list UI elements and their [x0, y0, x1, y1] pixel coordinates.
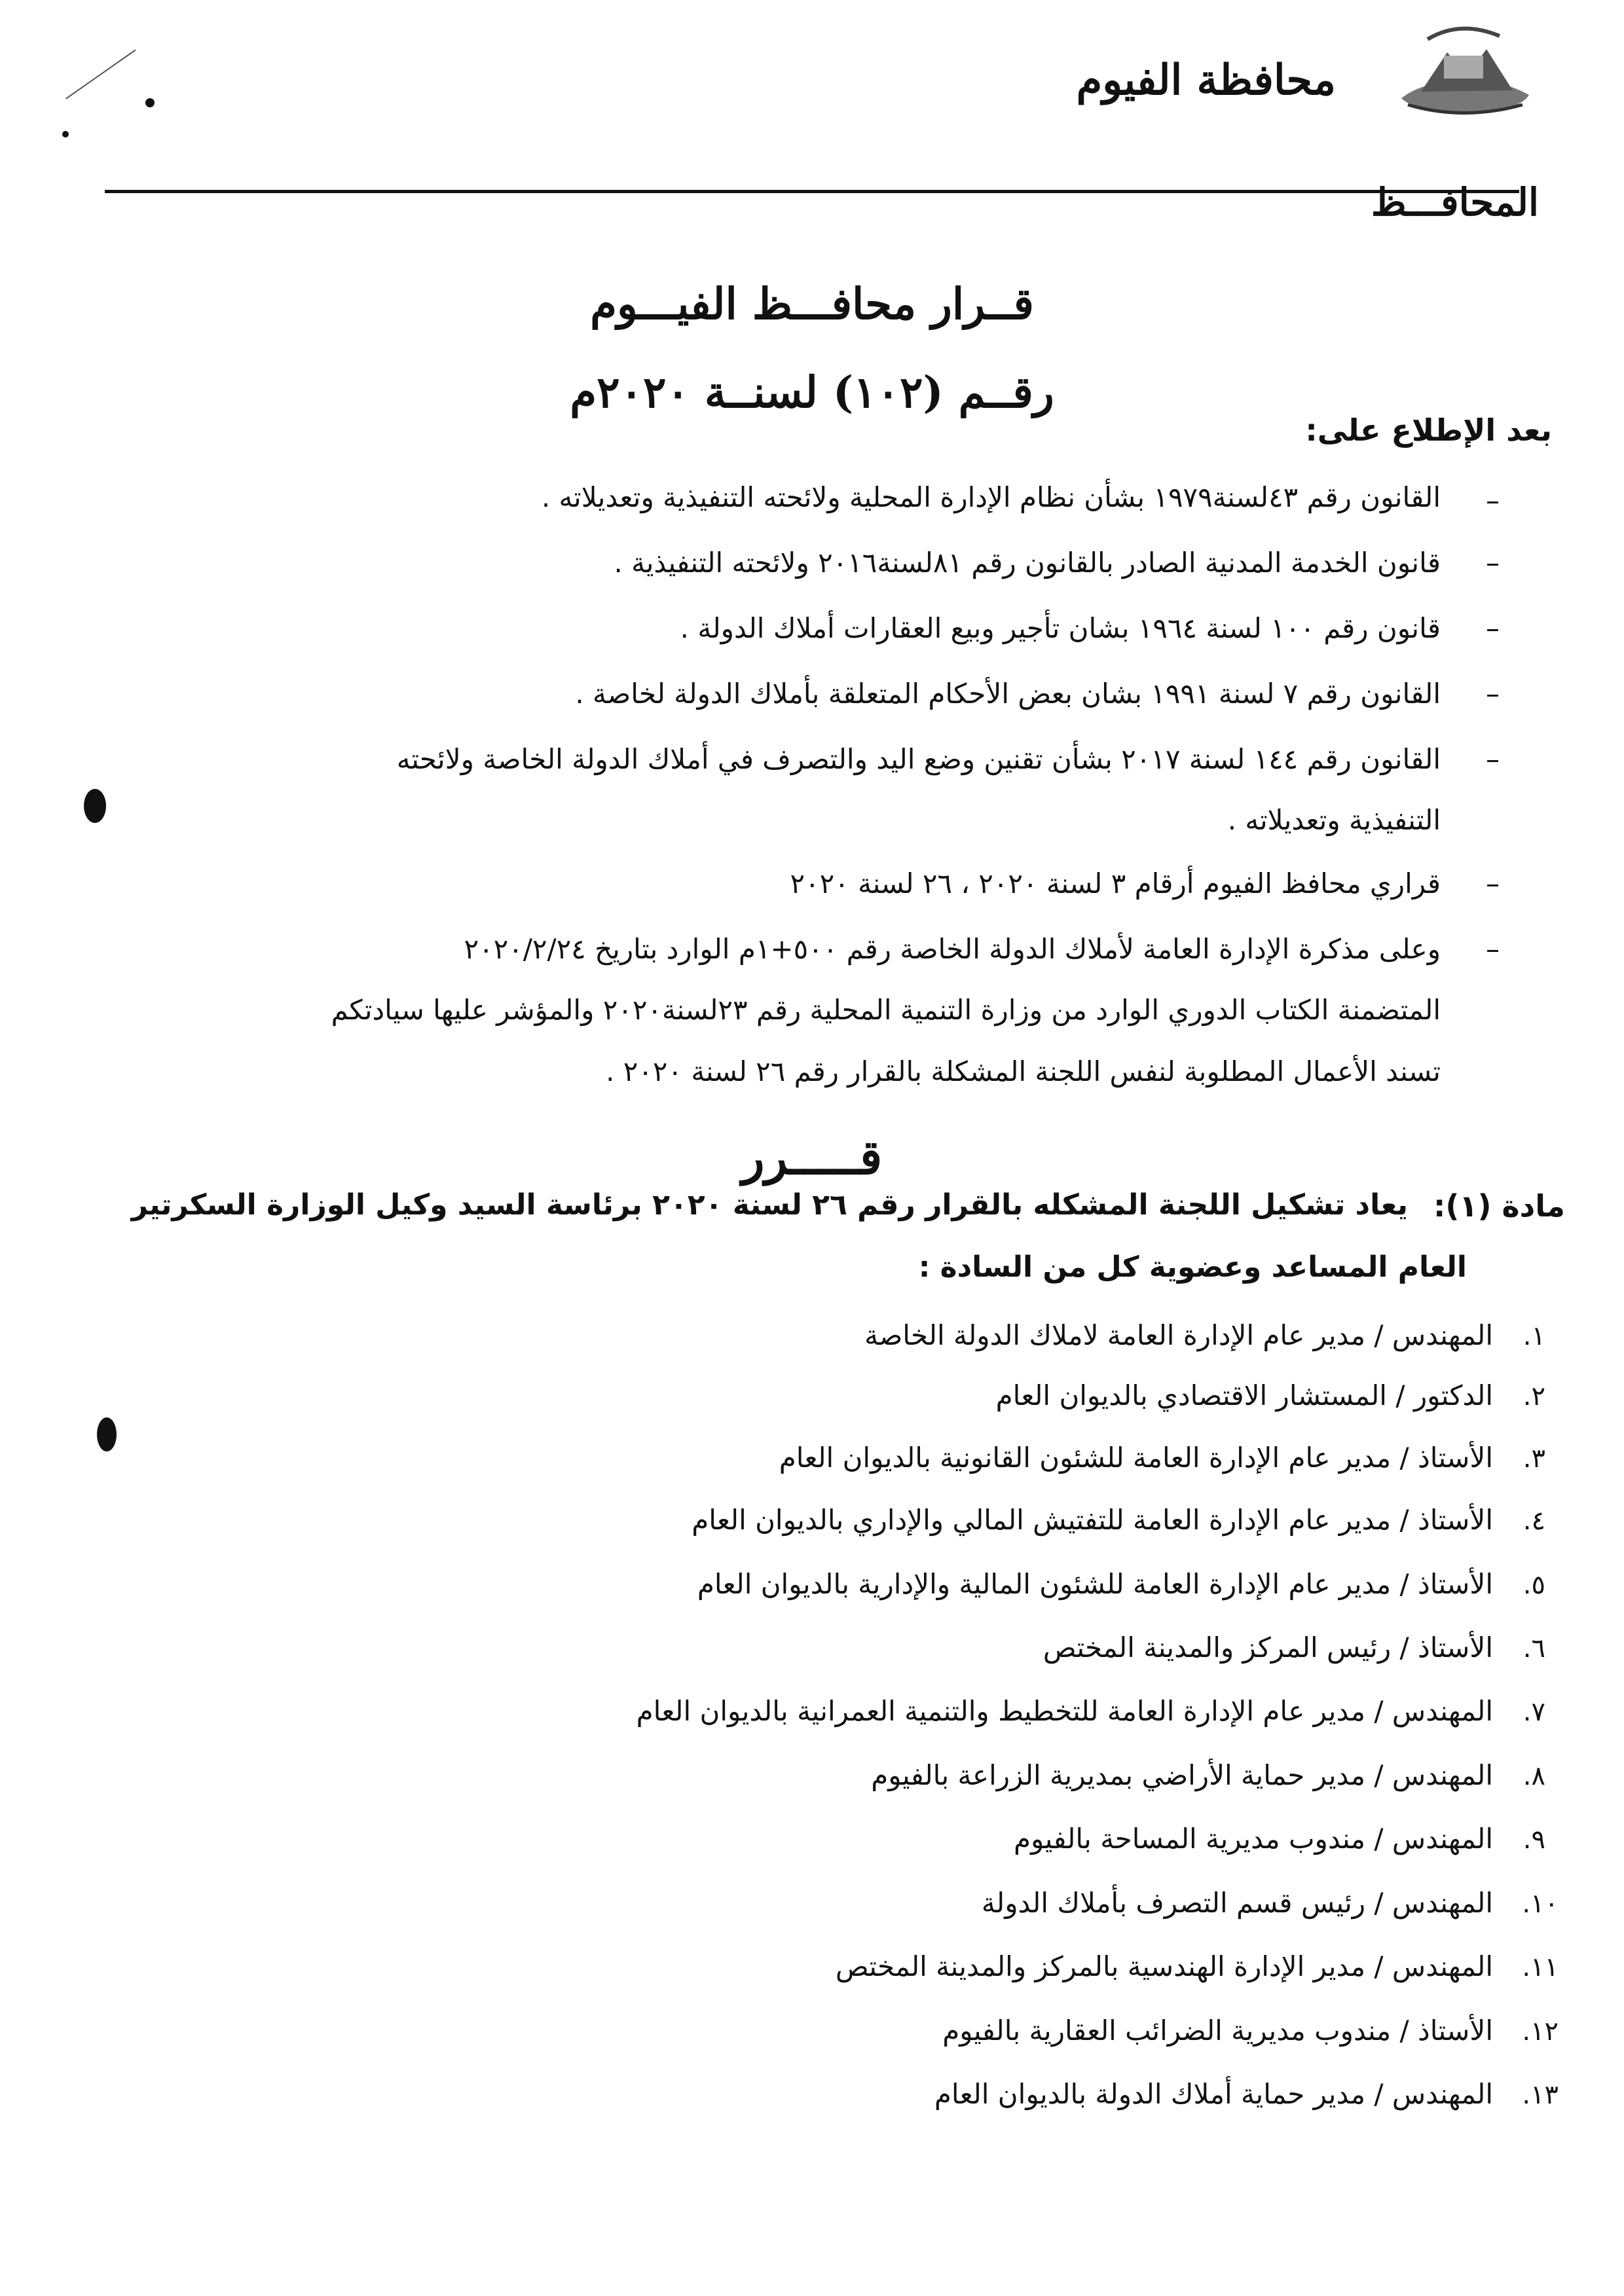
preamble-label: بعد الإطلاع على:: [1305, 412, 1552, 448]
member-number: ٨.: [1522, 1761, 1545, 1791]
preamble-item: وعلى مذكرة الإدارة العامة لأملاك الدولة الخاصة رقم ٥٠٠+١م الوارد بتاريخ ٢٠٢٠/٢/٢٤: [464, 933, 1441, 965]
member-item: المهندس / مدير الإدارة الهندسية بالمركز والمدينة المختص: [835, 1950, 1493, 1982]
member-number: ١٢.: [1522, 2016, 1559, 2047]
scan-speck: [62, 131, 69, 137]
governorate-name: محافظة الفيوم: [1076, 56, 1336, 105]
punch-hole-mark: [97, 1417, 117, 1451]
governorate-seal-icon: [1388, 13, 1539, 124]
member-number: ٥.: [1522, 1570, 1545, 1600]
article-1-text-continued: العام المساعد وعضوية كل من السادة :: [918, 1250, 1467, 1284]
member-number: ٢.: [1522, 1381, 1545, 1412]
bullet-dash: –: [1486, 547, 1500, 579]
scan-speck: [145, 98, 155, 107]
office-title: المحافـــظ: [1371, 180, 1539, 225]
bullet-dash: –: [1486, 678, 1500, 710]
preamble-item: قانون رقم ١٠٠ لسنة ١٩٦٤ بشان تأجير وبيع العقارات أملاك الدولة .: [680, 612, 1441, 644]
article-1-label: مادة (١):: [1433, 1188, 1565, 1224]
member-number: ٦.: [1522, 1633, 1545, 1664]
preamble-item: قانون الخدمة المدنية الصادر بالقانون رقم ٨١لسنة٢٠١٦ ولائحته التنفيذية .: [614, 547, 1441, 579]
preamble-item-continued: التنفيذية وتعديلاته .: [1227, 804, 1441, 836]
bullet-dash: –: [1486, 933, 1500, 965]
member-item: الأستاذ / مندوب مديرية الضرائب العقارية بالفيوم: [942, 2014, 1493, 2047]
member-item: المهندس / مدير عام الإدارة العامة للتخطيط والتنمية العمرانية بالديوان العام: [636, 1695, 1493, 1727]
member-item: المهندس / مدير حماية أملاك الدولة بالديوان العام: [934, 2078, 1493, 2110]
member-number: ٣.: [1522, 1444, 1545, 1474]
decision-number: رقــم (١٠٢) لسنــة ٢٠٢٠م: [570, 367, 1054, 418]
preamble-item-continued: تسند الأعمال المطلوبة لنفس اللجنة المشكلة بالقرار رقم ٢٦ لسنة ٢٠٢٠ .: [606, 1055, 1441, 1087]
member-item: الدكتور / المستشار الاقتصادي بالديوان العام: [995, 1379, 1493, 1412]
member-number: ٤.: [1522, 1506, 1545, 1536]
member-number: ١١.: [1522, 1952, 1559, 1982]
member-item: الأستاذ / مدير عام الإدارة العامة للشئون القانونية بالديوان العام: [779, 1442, 1493, 1474]
member-number: ٧.: [1522, 1697, 1545, 1727]
scan-scratch: [65, 49, 136, 99]
member-item: المهندس / مدير حماية الأراضي بمديرية الزراعة بالفيوم: [871, 1759, 1493, 1791]
member-item: المهندس / مدير عام الإدارة العامة لاملاك الدولة الخاصة: [864, 1319, 1493, 1351]
member-item: الأستاذ / مدير عام الإدارة العامة للتفتيش المالي والإداري بالديوان العام: [692, 1504, 1493, 1536]
member-item: المهندس / رئيس قسم التصرف بأملاك الدولة: [981, 1887, 1493, 1919]
member-item: المهندس / مندوب مديرية المساحة بالفيوم: [1013, 1823, 1493, 1855]
member-number: ١٠.: [1522, 1889, 1559, 1919]
bullet-dash: –: [1486, 743, 1500, 775]
member-item: الأستاذ / مدير عام الإدارة العامة للشئون المالية والإدارية بالديوان العام: [697, 1568, 1493, 1600]
decision-title: قــرار محافـــظ الفيـــوم: [590, 278, 1034, 329]
member-number: ٩.: [1522, 1825, 1545, 1855]
preamble-item: القانون رقم ٧ لسنة ١٩٩١ بشان بعض الأحكام المتعلقة بأملاك الدولة لخاصة .: [575, 678, 1441, 710]
bullet-dash: –: [1486, 612, 1500, 644]
member-number: ١٣.: [1522, 2080, 1559, 2110]
member-number: ١.: [1522, 1321, 1545, 1351]
bullet-dash: –: [1486, 867, 1500, 900]
preamble-item: القانون رقم ١٤٤ لسنة ٢٠١٧ بشأن تقنين وضع اليد والتصرف في أملاك الدولة الخاصة ولائحته: [396, 743, 1441, 775]
preamble-item-continued: المتضمنة الكتاب الدوري الوارد من وزارة التنمية المحلية رقم ٢٣لسنة٢٠٢٠ والمؤشر عليها سيادتكم: [331, 994, 1441, 1026]
header-divider: [105, 190, 1519, 193]
preamble-item: القانون رقم ٤٣لسنة١٩٧٩ بشأن نظام الإدارة المحلية ولائحته التنفيذية وتعديلاته .: [541, 481, 1441, 513]
preamble-item: قراري محافظ الفيوم أرقام ٣ لسنة ٢٠٢٠ ، ٢٦ لسنة ٢٠٢٠: [790, 867, 1441, 900]
bullet-dash: –: [1486, 484, 1500, 517]
resolution-heading: قـــــرر: [741, 1129, 883, 1185]
member-item: الأستاذ / رئيس المركز والمدينة المختص: [1043, 1631, 1493, 1664]
punch-hole-mark: [84, 789, 106, 823]
article-1-text: يعاد تشكيل اللجنة المشكله بالقرار رقم ٢٦ لسنة ٢٠٢٠ برئاسة السيد وكيل الوزارة السكرتير: [131, 1188, 1408, 1222]
